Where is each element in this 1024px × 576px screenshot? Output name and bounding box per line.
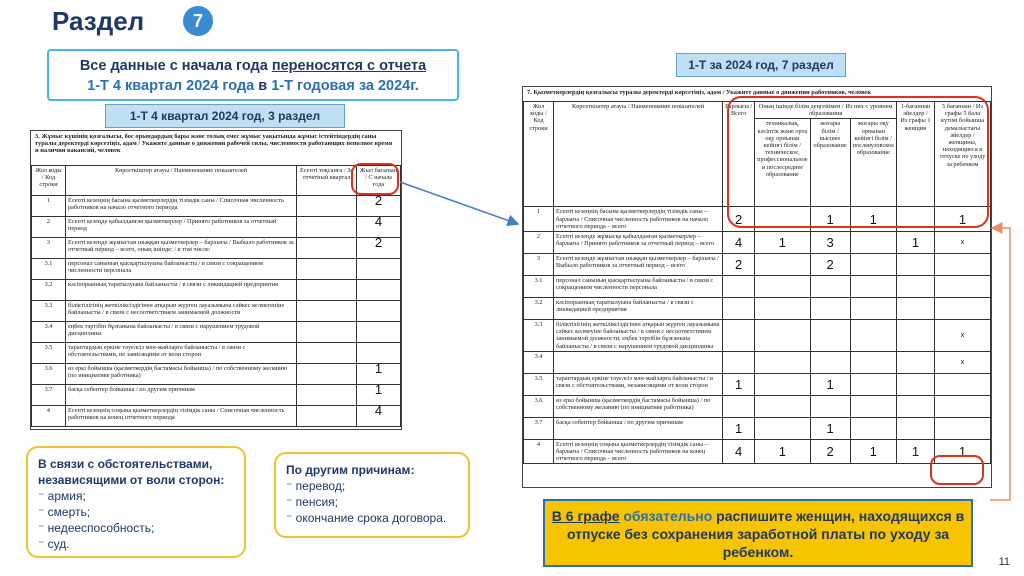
- row-code: 2: [524, 232, 554, 254]
- right-col-group: Оның ішінде білім деңгейімен / Из них с уровнем образования: [755, 102, 897, 119]
- right-col-tech: техникалық, кәсіптік және орта оқу орнынан кейінгі білім / техническое, профессиональное и послесреднее образование: [755, 119, 810, 207]
- left-form-heading: 3. Жұмыс күшінің қозғалысы, бос орындардың бары және толық емес жұмыс уақытында жұмыс істейтіндердің саны туралы деректерді көрсетіңіз, адам / Укажите данные о движении рабочей силы, численности работающих неполное время и наличии вакансий, человек: [35, 133, 393, 155]
- row-value: 1: [810, 417, 850, 439]
- main-note-text: Все данные с начала года: [79, 58, 272, 74]
- row-label: тараптардың еркіне тәуелсіз мән-жайларға байланысты / в связи с обстоятельствами, независящими от воли сторон: [554, 373, 723, 395]
- right-col-total: Барлығы / Всего: [723, 102, 755, 207]
- row-value: 1: [935, 207, 991, 232]
- row-value: 1: [897, 232, 935, 254]
- row-label: Есепті кезеңнің басына қызметкерлердің тізімдік саны – барлығы / Списочная численность работников на начало отчетного периода – всего: [554, 207, 723, 232]
- row-value: 1: [850, 207, 896, 232]
- row-code: 3.1: [524, 276, 554, 298]
- note-other-reasons: [274, 452, 470, 538]
- note-list-item: ⁻ недееспособность;: [38, 521, 155, 535]
- row-code: 3.1: [32, 259, 66, 280]
- row-value: 1: [723, 417, 755, 439]
- row-value: 2: [810, 439, 850, 464]
- row-code: 3.2: [32, 280, 66, 301]
- instruction-emphasis: обязательно: [619, 508, 713, 524]
- instruction-text: распишите женщин, находящихся в отпуске без сохранения заработной платы по уходу за ребенком.: [566, 508, 965, 560]
- row-code: 4: [524, 439, 554, 464]
- left-col-code: Жол коды / Код строки: [32, 166, 66, 196]
- row-value: 1: [810, 373, 850, 395]
- row-label: басқа себептер бойынша / по другим причинам: [66, 385, 297, 406]
- row-year-value: 1: [357, 385, 401, 406]
- row-code: 3.7: [32, 385, 66, 406]
- main-note-joiner: в: [254, 78, 272, 94]
- page-title: Раздел: [52, 6, 145, 36]
- note1-title-text: В связи с обстоятельствами, независящими от воли сторон: [38, 457, 221, 487]
- row-code: 1: [524, 207, 554, 232]
- section-number-badge: 7: [183, 6, 213, 36]
- row-label: тараптардың еркіне тәуелсіз мән-жайларға байланысты / в связи с обстоятельствами, не зависящими от воли сторон: [66, 343, 297, 364]
- row-label: басқа себептер бойынша / по другим причинам: [554, 417, 723, 439]
- row-label: еңбек тәртібін бұзғанына байланысты / в связи с нарушением трудовой дисциплины: [66, 322, 297, 343]
- row-code: 3.3: [524, 320, 554, 352]
- row-year-value: 2: [357, 196, 401, 217]
- row-year-value: 1: [357, 364, 401, 385]
- right-col-leave: 5 бағаннан / Из графы 5 бала күтімі бойынша демалыстағы әйелдер / женщины, находящиеся в отпуске по уходу за ребенком: [935, 102, 991, 207]
- row-label: кәсіпорынның таратылуына байланысты / в связи с ликвидацией предприятия: [554, 298, 723, 320]
- note-list-item: ⁻ суд.: [38, 537, 70, 551]
- row-label: біліктілігінің жеткіліксіздігінен атқарып жүрген лауазымына сәйкес келмегеніне байланысты / в связи с несоответствием занимаемой должности: [66, 301, 297, 322]
- left-doc-label: 1-Т 4 квартал 2024 год, 3 раздел: [105, 104, 345, 128]
- transfer-arrow: [400, 182, 518, 224]
- row-value: 2: [723, 207, 755, 232]
- column6-instruction: [543, 499, 973, 567]
- row-label: кәсіпорынның таратылуына байланысты / в связи с ликвидацией предприятия: [66, 280, 297, 301]
- note-independent-reasons: [26, 446, 246, 558]
- right-col-higher: жоғары білім / высшее образование: [810, 119, 850, 207]
- right-col-postgrad: жоғары оқу орнынан кейінгі білім / послевузовское образование: [850, 119, 896, 207]
- note-list-item: ⁻ армия;: [38, 489, 86, 503]
- row-label: Есепті кезеңде жұмыстан шыққан қызметкерлер – барлығы / Выбыло работников за отчетный период – всего: [554, 254, 723, 276]
- row-code: 3: [524, 254, 554, 276]
- row-year-value: 2: [357, 238, 401, 259]
- row-code: 3.7: [524, 417, 554, 439]
- right-col-code: Жол коды / Код строки: [524, 102, 554, 207]
- row-value: 1: [850, 439, 896, 464]
- left-col-quarter: Есепті тоқсанға / За отчетный квартал: [297, 166, 357, 196]
- right-col-name: Көрсеткіштер атауы / Наименование показателей: [554, 102, 723, 207]
- row-value: 4: [723, 232, 755, 254]
- row-label: персонал санының қысқартылуына байланысты / в связи с сокращением численности персонала: [66, 259, 297, 280]
- row-label: Есепті кезеңнің соңына қызметкерлердің тізімдік саны – барлығы / Списочная численность работников на конец отчетного периода – всего: [554, 439, 723, 464]
- right-form-heading: 7. Қызметкерлердің қозғалысы туралы деректерді көрсетіңіз, адам / Укажите данные о движении работников, человек: [527, 89, 872, 96]
- row-code: 3.2: [524, 298, 554, 320]
- row-code: 3.6: [32, 364, 66, 385]
- row-code: 3.4: [32, 322, 66, 343]
- instruction-underlined: В 6 графе: [551, 508, 620, 524]
- row-code: 3: [32, 238, 66, 259]
- row-value: x: [935, 320, 991, 352]
- row-code: 3.5: [524, 373, 554, 395]
- note1-list: [38, 488, 234, 552]
- row-value: 1: [755, 232, 810, 254]
- note2-title-text: По другим причинам: [286, 463, 411, 477]
- row-code: 3.3: [32, 301, 66, 322]
- row-value: 1: [897, 439, 935, 464]
- note-list-item: ⁻ пенсия;: [286, 495, 339, 509]
- page-number: 11: [998, 556, 1010, 568]
- right-col-women: 1-бағаннан әйелдер / Из графы 1 женщин: [897, 102, 935, 207]
- row-label: персонал санының қысқартылуына байланысты / в связи с сокращением численности персонала: [554, 276, 723, 298]
- row-code: 3.5: [32, 343, 66, 364]
- row-label: Есепті кезеңнің соңына қызметкерлердің тізімдік саны / Списочная численность работников на конец отчетного периода: [66, 406, 297, 427]
- left-col-year: Жыл басынан / С начала года: [357, 166, 401, 196]
- note2-title: По другим причинам:: [286, 463, 415, 477]
- row-value: 1: [810, 207, 850, 232]
- left-col-name: Көрсеткіштер атауы / Наименование показателей: [66, 166, 297, 196]
- row-value: 2: [723, 254, 755, 276]
- row-code: 3.6: [524, 395, 554, 417]
- note1-title: В связи с обстоятельствами, независящими от воли сторон:: [38, 457, 225, 487]
- row-code: 2: [32, 217, 66, 238]
- row-label: Есепті кезеңде қабылданған қызметкерлер / Принято работников за отчетный период: [66, 217, 297, 238]
- row-value: 1: [755, 439, 810, 464]
- main-note-source: 1-Т 4 квартал 2024 года: [87, 78, 255, 94]
- row-value: x: [935, 351, 991, 373]
- note-list-item: ⁻ смерть;: [38, 505, 91, 519]
- note2-list: [286, 478, 458, 526]
- note-list-item: ⁻ окончание срока договора.: [286, 511, 447, 525]
- main-note-target: 1-Т годовая за 2024г.: [271, 78, 419, 94]
- row-value: 3: [810, 232, 850, 254]
- row-label: Есепті кезеңде жұмыстан шыққан қызметкерлер – барлығы / Выбыло работников за отчетный период – всего, оның ішінде: / в том числе:: [66, 238, 297, 259]
- row-value: 4: [723, 439, 755, 464]
- row-year-value: 4: [357, 217, 401, 238]
- row-value: x: [935, 232, 991, 254]
- row-value: 2: [810, 254, 850, 276]
- row-label: өз еркі бойынша (қызметкердің бастамасы бойынша) / по собственному желанию (по инициативе работника): [66, 364, 297, 385]
- row-label: өз еркі бойынша (қызметкердің бастамасы бойынша) / по собственному желанию (по инициативе работника): [554, 395, 723, 417]
- row-label: Есепті кезеңнің басына қызметкерлердің тізімдік саны / Списочная численность работников на начало отчетного периода: [66, 196, 297, 217]
- right-doc-label: 1-Т за 2024 год, 7 раздел: [676, 53, 846, 77]
- row-year-value: 4: [357, 406, 401, 427]
- row-code: 3.4: [524, 351, 554, 373]
- note-list-item: ⁻ перевод;: [286, 479, 346, 493]
- row-label: біліктілігінің жеткіліксіздігінен атқарып жүрген лауазымына сәйкес келмеуіне байланысты / в связи с несоответствием занимаемой должности; еңбек тәртібін бұзғанына байланысты / в связи с нарушением трудовой дисциплины: [554, 320, 723, 352]
- row-label: Есепті кезеңде жұмысқа қабылданған қызметкерлер – барлығы / Принято работников за отчетный период – всего: [554, 232, 723, 254]
- main-note-underlined: переносятся с отчета: [271, 58, 427, 74]
- callout-arrow: [990, 228, 1010, 500]
- row-value: 1: [723, 373, 755, 395]
- row-code: 1: [32, 196, 66, 217]
- row-code: 4: [32, 406, 66, 427]
- row-value: 1: [935, 439, 991, 464]
